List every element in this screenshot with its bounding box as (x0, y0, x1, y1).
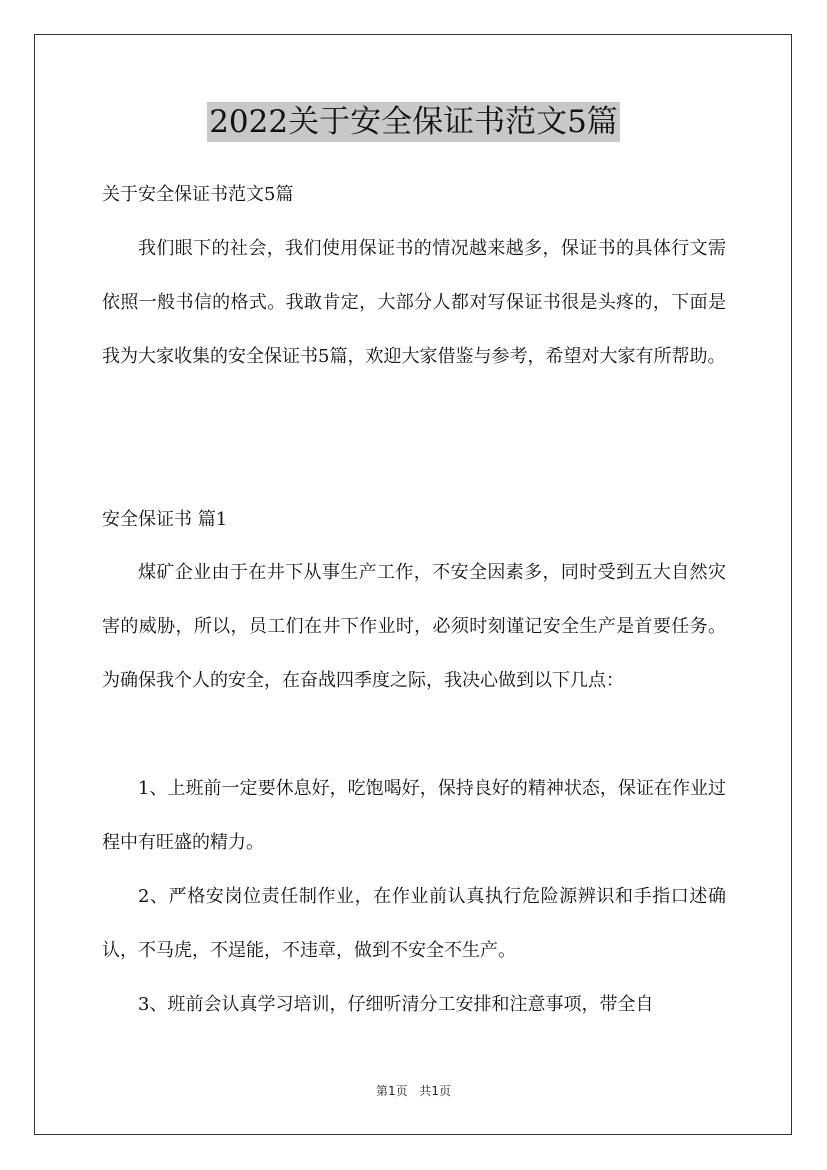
page-number-total: 共1页 (419, 1084, 452, 1098)
title-container (0, 102, 827, 142)
intro-paragraph: 我们眼下的社会，我们使用保证书的情况越来越多，保证书的具体行文需依照一般书信的格式。我敢肯定，大部分人都对写保证书很是头疼的，下面是我为大家收集的安全保证书5篇，欢迎大家借鉴与参考，希望对大家有所帮助。 (102, 238, 726, 367)
body-paragraph: 3、班前会认真学习培训，仔细听清分工安排和注意事项，带全自 (138, 994, 654, 1015)
body-paragraph: 2、严格安岗位责任制作业，在作业前认真执行危险源辨识和手指口述确认，不马虎，不逞能，不违章，做到不安全不生产。 (102, 886, 726, 961)
section-heading: 安全保证书 篇1 (102, 509, 228, 530)
body-paragraph: 煤矿企业由于在井下从事生产工作，不安全因素多，同时受到五大自然灾害的威胁，所以，员工们在井下作业时，必须时刻谨记安全生产是首要任务。为确保我个人的安全，在奋战四季度之际，我决心做到以下几点： (102, 562, 726, 691)
body-paragraph: 1、上班前一定要休息好，吃饱喝好，保持良好的精神状态，保证在作业过程中有旺盛的精力。 (102, 778, 726, 853)
document-subtitle: 关于安全保证书范文5篇 (102, 184, 294, 205)
page-footer (0, 1083, 827, 1099)
document-title: 2022关于安全保证书范文5篇 (209, 104, 618, 140)
page-number-current: 第1页 (375, 1084, 408, 1098)
